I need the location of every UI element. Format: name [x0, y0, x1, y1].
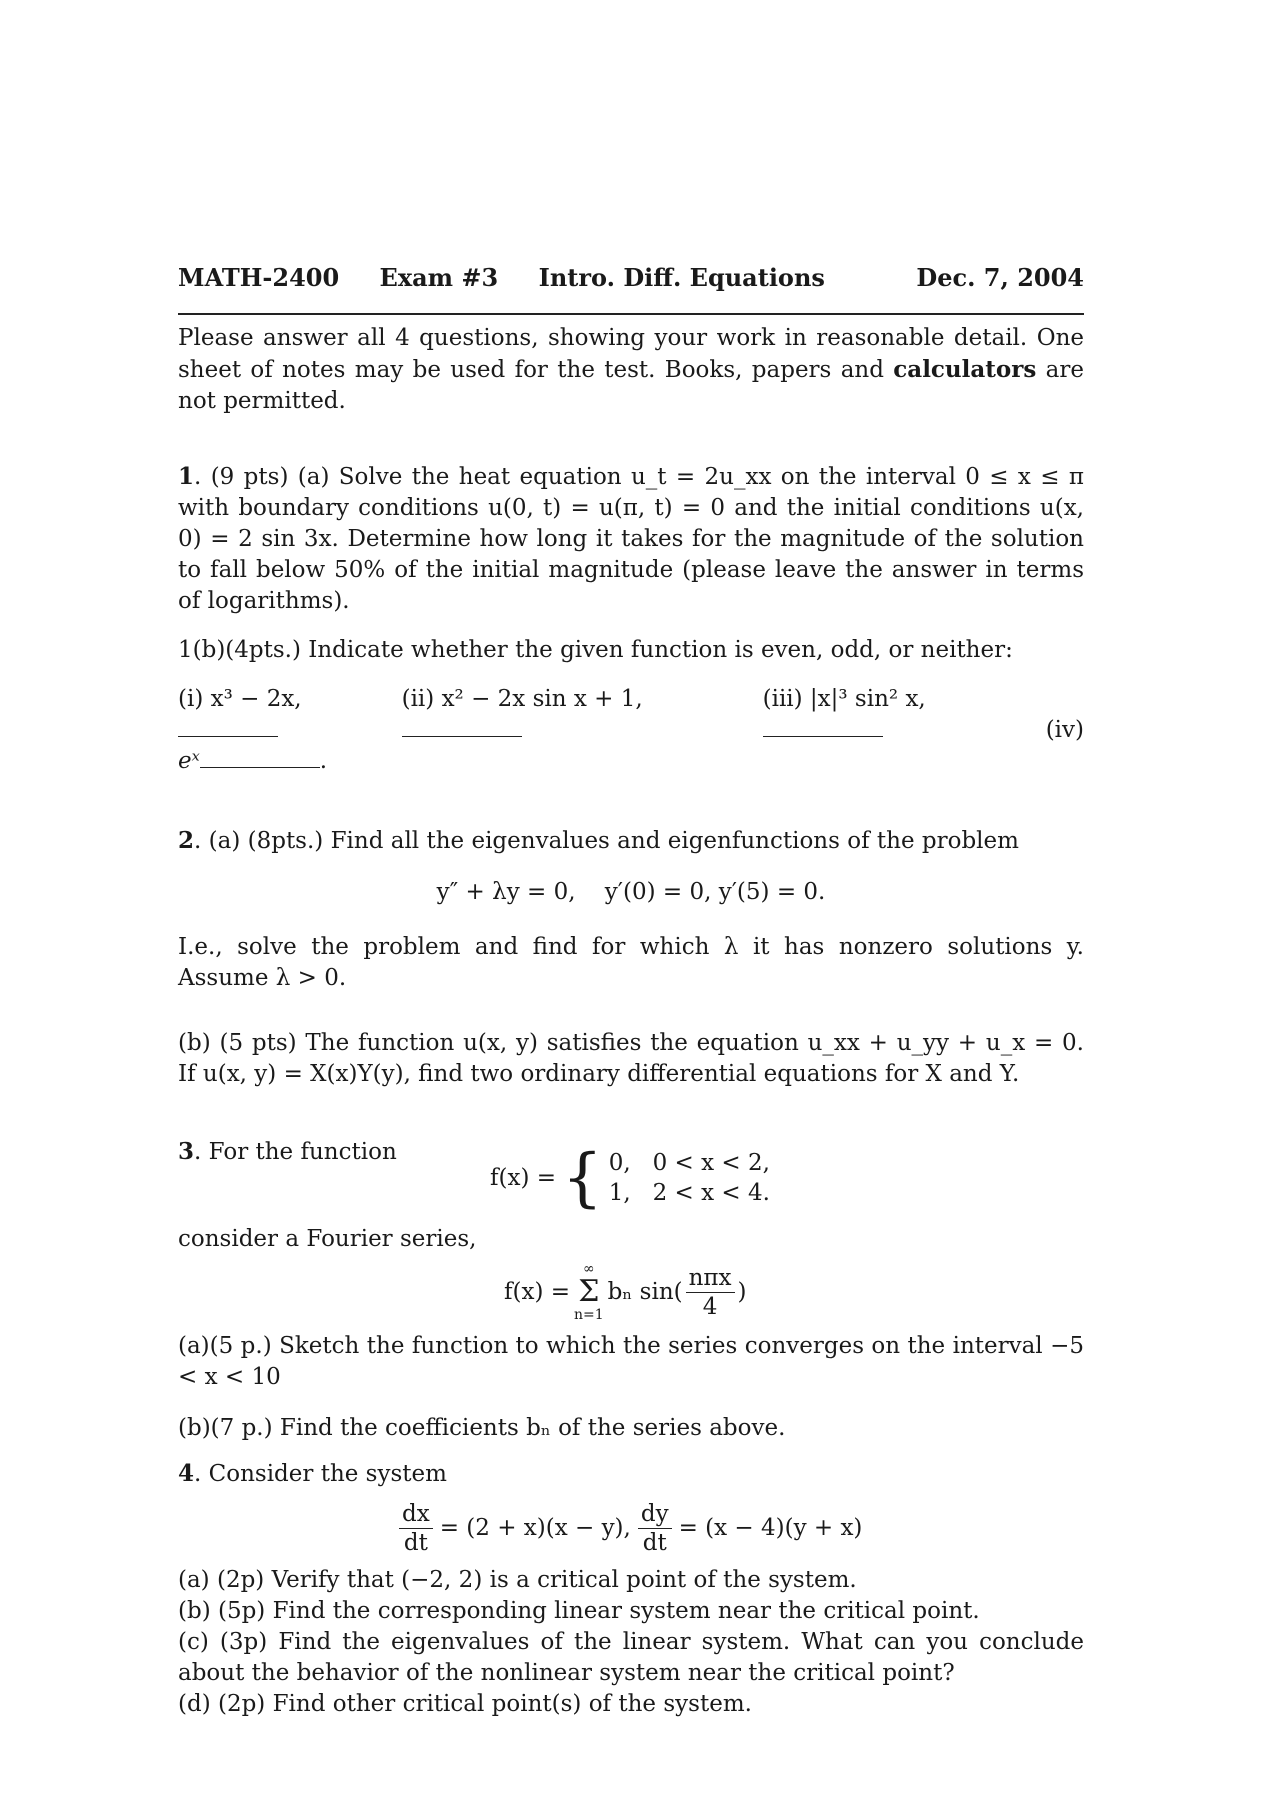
answer-blank-iii[interactable]: [763, 716, 883, 737]
exam-header: [178, 262, 1084, 293]
series-lhs: f(x) =: [504, 1278, 571, 1305]
dy-dt: $\frac{dy}{dt}$: [638, 1500, 672, 1557]
q3-function-row: [178, 1136, 1084, 1220]
fourier-series: f(x) = ∞ Σ n=1 bₙ sin( $\frac{\text{nπx}}{4}$ ): [504, 1261, 747, 1323]
course-title: Intro. Diff. Equations: [538, 263, 825, 292]
q3-consider: consider a Fourier series,: [178, 1226, 477, 1252]
q2-note: I.e., solve the problem and find for which λ it has nonzero solutions y. Assume λ > 0.: [178, 934, 1084, 991]
q3-part-a: (a)(5 p.) Sketch the function to which the series converges on the interval −5 < x < 10: [178, 1333, 1084, 1390]
question-2: [178, 825, 1084, 1090]
q2-part-b: (b) (5 pts) The function u(x, y) satisfies the equation u_xx + u_yy + u_x = 0. If u(x, y) = X(x)Y(y), find two ordinary differential equations for X and Y.: [178, 1030, 1084, 1087]
piecewise-function: [490, 1141, 770, 1215]
q4-eq1: = (2 + x)(x − y),: [439, 1515, 631, 1541]
sum-sign: Σ: [578, 1274, 600, 1309]
instructions: Please answer all 4 questions, showing your work in reasonable detail. One sheet of notes may be used for the test. Books, papers and calculators are not permitted.: [178, 325, 1084, 414]
sum-upper: ∞: [583, 1261, 595, 1277]
dx-dt: $\frac{dx}{dt}$: [399, 1500, 433, 1557]
q4-part-d: (d) (2p) Find other critical point(s) of the system.: [178, 1691, 752, 1717]
q1-part-b: 1(b)(4pts.) Indicate whether the given function is even, odd, or neither:: [178, 637, 1013, 663]
exam-number: Exam #3: [379, 263, 499, 292]
header-left: [178, 262, 857, 293]
q1-item-i: (i) x³ − 2x,: [178, 684, 402, 746]
exam-date: Dec. 7, 2004: [916, 263, 1084, 292]
q1-items: [178, 684, 1084, 746]
q2-part-a: 2. (a) (8pts.) Find all the eigenvalues and eigenfunctions of the problem: [178, 827, 1019, 854]
question-1: [178, 461, 1084, 777]
case-2: 1, 2 < x < 4.: [608, 1180, 770, 1206]
q4-eq2: = (x − 4)(y + x): [678, 1515, 863, 1541]
question-4: [178, 1458, 1084, 1720]
summation: [574, 1261, 604, 1323]
q1-item-iii: (iii) |x|³ sin² x,: [763, 684, 1046, 746]
q4-part-a: (a) (2p) Verify that (−2, 2) is a critical point of the system.: [178, 1567, 857, 1593]
q1-item-iv-cont: eˣ .: [178, 748, 328, 774]
q2-equation: y″ + λy = 0, y′(0) = 0, y′(5) = 0.: [436, 879, 826, 905]
header-divider: [178, 313, 1084, 315]
f-lhs: f(x) =: [490, 1164, 557, 1191]
q1-part-a: 1. (9 pts) (a) Solve the heat equation u_t = 2u_xx on the interval 0 ≤ x ≤ π with boundary conditions u(0, t) = u(π, t) = 0 and the initial conditions u(x, 0) = 2 sin 3x. Determine how long it takes for the magnitude of the solution to fall below 50% of the initial magnitude (please leave the answer in terms of logarithms).: [178, 463, 1084, 614]
q3-intro: 3. For the function: [178, 1138, 397, 1165]
q1-item-ii: (ii) x² − 2x sin x + 1,: [402, 684, 763, 746]
function-cases: [609, 1148, 770, 1208]
q4-part-b: (b) (5p) Find the corresponding linear system near the critical point.: [178, 1598, 980, 1624]
q1-item-iv: (iv): [1045, 717, 1084, 743]
sum-lower: n=1: [574, 1307, 604, 1323]
case-1: 0, 0 < x < 2,: [608, 1150, 770, 1176]
answer-blank-iv[interactable]: [200, 747, 320, 768]
q4-part-c: (c) (3p) Find the eigenvalues of the linear system. What can you conclude about the behavior of the nonlinear system near the critical point?: [178, 1629, 1084, 1686]
series-fraction: $\frac{\text{nπx}}{4}$: [686, 1264, 735, 1321]
q4-intro: 4. Consider the system: [178, 1460, 447, 1487]
question-3: [178, 1136, 1084, 1444]
q4-system: [396, 1500, 1084, 1557]
left-brace: {: [562, 1141, 603, 1215]
exam-page: [178, 262, 1084, 1720]
answer-blank-ii[interactable]: [402, 716, 522, 737]
answer-blank-i[interactable]: [178, 716, 278, 737]
course-code: MATH-2400: [178, 263, 340, 292]
series-term: bₙ sin(: [607, 1278, 683, 1305]
instructions-bold: calculators: [893, 356, 1037, 383]
q3-part-b: (b)(7 p.) Find the coefficients bₙ of the series above.: [178, 1415, 786, 1441]
q4-parts: [178, 1565, 1084, 1720]
